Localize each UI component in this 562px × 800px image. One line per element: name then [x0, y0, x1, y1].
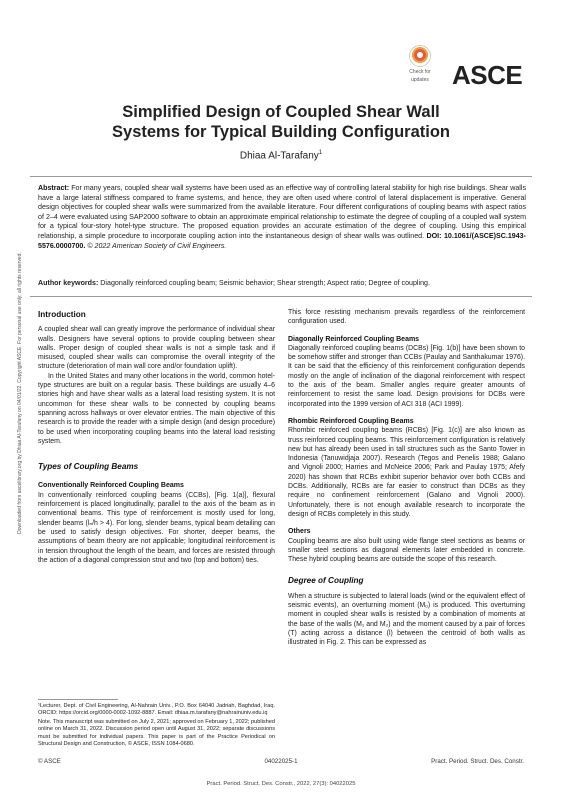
badge-text-line1: Check for — [409, 69, 431, 75]
ccb-heading: Conventionally Reinforced Coupling Beams — [38, 482, 184, 490]
dcb-paragraph: Diagonally reinforced coupling beams (DCBs) [Fig. 1(b)] have been shown to be somehow stiffer and stronger than CCBs (Paulay and Santhakumar 1976). It can be said that the efficiency of this reinforcement configuration depends mostly on the angle of inclination of the diagonal reinforcement with respect to the axis of the beam. Smaller angles require greater amounts of reinforcement to resist the same load. Design provisions for DCBs were incorporated into the 1999 version of ACI 318 (ACI 1999). — [288, 344, 525, 408]
badge-text-line2: updates — [411, 77, 429, 83]
footer-journal: Pract. Period. Struct. Des. Constr. — [431, 758, 524, 765]
others-heading: Others — [288, 528, 311, 536]
keywords-text: Diagonally reinforced coupling beam; Seismic behavior; Shear strength; Aspect ratio; Degree of coupling. — [100, 279, 430, 287]
types-heading: Types of Coupling Beams — [38, 462, 139, 472]
intro-paragraph-1: A coupled shear wall can greatly improve the performance of individual shear walls. Designers have several options to provide coupling between shear walls. Proper design of coupled shear walls is not a simple task and if misused, coupled shear walls can compromise the overall integrity of the structure (deterioration of main wall core and/or foundation uplift). — [38, 326, 275, 371]
right-column — [288, 308, 525, 648]
ccb-paragraph: In conventionally reinforced coupling beams (CCBs), [Fig. 1(a)], flexural reinforcement is placed longitudinally, parallel to the axis of the beam as in conventional beams. This type of reinforcement is mostly used for long, slender beams (lₙ/h > 4). For long, slender beams, typical beam detailing can be used to satisfy design objectives. For shorter, deeper beams, the assumptions of beam theory are not applicable; longitudinal reinforcement is in tension throughout the length of the beam, and forces are resisted through the action of a diagonal compression strut and two (top and bottom) ties. — [38, 491, 275, 564]
author-keywords — [38, 279, 526, 289]
divider-top — [30, 176, 532, 177]
dcb-heading: Diagonally Reinforced Coupling Beams — [288, 335, 420, 343]
footnote-submission: Note. This manuscript was submitted on July 2, 2021; approved on February 1, 2022; published online on March 31, 2022. Discussion period open until August 31, 2022; separate discussions must be submitted for individual papers. This paper is part of the Practice Periodical on Structural Design and Construction, © ASCE, ISSN 1084-0680. — [38, 718, 275, 748]
left-column — [38, 310, 275, 565]
publisher-logo: ASCE — [452, 60, 523, 90]
abstract — [38, 184, 526, 251]
keywords-label: Author keywords: — [38, 279, 99, 287]
abstract-copyright: © 2022 American Society of Civil Engineers. — [87, 241, 227, 250]
citation-line: Pract. Period. Struct. Des. Constr., 2022, 27(3): 04022025 — [206, 781, 356, 787]
author-line — [40, 150, 522, 161]
rcb-heading: Rhombic Reinforced Coupling Beams — [288, 417, 414, 425]
divider-abstract — [30, 296, 532, 297]
degree-of-coupling-paragraph: When a structure is subjected to lateral loads (wind or the equivalent effect of seismic events), an overturning moment (Mₒ) is produced. This overturning moment in coupled shear walls is resisted by a combination of moments at the base of the walls (M₁ and M₂) and the moment caused by a pair of forces (T) acting across a distance (l) between the centroid of both walls as illustrated in Fig. 2. This can be expressed as — [288, 592, 525, 647]
footnotes — [38, 703, 275, 749]
author-name: Dhiaa Al-Tarafany — [239, 150, 319, 162]
check-for-updates-badge[interactable] — [402, 45, 438, 95]
check-updates-icon — [409, 45, 431, 67]
abstract-label: Abstract: — [38, 184, 70, 192]
right-paragraph-0: This force resisting mechanism prevails regardless of the reinforcement configuration used. — [288, 309, 525, 326]
others-paragraph: Coupling beams are also built using wide flange steel sections as beams or smaller steel sections as diagonal elements later embedded in concrete. These hybrid coupling beams are outside the scope of this research. — [288, 537, 525, 564]
footnote-affiliation: ¹Lecturer, Dept. of Civil Engineering, Al-Nahrain Univ., P.O. Box 64040 Jadriah, Baghdad, Iraq. ORCID: https://orcid.org/0000-0002-1092-8887. Email: dhiaa.m.tarafany@nahrainuniv.edu.iq — [38, 703, 275, 717]
download-notice: Downloaded from ascelibrary.org by Dhiaa Al-Tarafany on 04/01/22. Copyright ASCE. For personal use only; all rights reserved. — [17, 252, 23, 534]
paper-title — [40, 102, 522, 142]
abstract-doi[interactable]: DOI: 10.1061/(ASCE)SC.1943-5576.0000700. — [38, 231, 526, 250]
author-affiliation-mark: 1 — [318, 150, 323, 156]
footer-copyright: © ASCE — [38, 758, 61, 765]
intro-heading: Introduction — [38, 310, 86, 319]
abstract-text: For many years, coupled shear wall systems have been used as an effective way of controlling lateral stability for high rise buildings. Shear walls have a large lateral stiffness compared to frame systems, and hence, they are often used where control of lateral displacement is imperative. General design objectives for coupled shear walls were summarized from the available literature. Four different configurations of coupling beams with aspect ratios of 2–4 were evaluated using SAP2000 software to obtain an approximate empirical relationship to estimate the degree of coupling of a coupled wall system for a typical four-story hotel-type structure. The proposed equation provides an accurate estimation of the degree of coupling. Using this empirical relationship, a simple procedure to incorporate coupling action into the instantaneous design of shear walls was outlined. — [38, 184, 526, 240]
title-line1: Simplified Design of Coupled Shear Wall — [122, 103, 440, 121]
intro-paragraph-2: In the United States and many other locations in the world, common hotel-type structures are built on a regular basis. These buildings are usually 4–6 stories high and have shear walls as a lateral load resisting system. It is not uncommon for these shear walls to be connected by coupling beams spanning across hallways or over elevator entries. The main objective of this research is to provide the reader with a simple design (and design procedure) to be used when incorporating coupling beams into the lateral load resisting system. — [38, 372, 275, 445]
title-line2: Systems for Typical Building Configuration — [112, 123, 450, 141]
degree-of-coupling-heading: Degree of Coupling — [288, 576, 364, 586]
rcb-paragraph: Rhombic reinforced coupling beams (RCBs) [Fig. 1(c)] are also known as truss reinforced coupling beams. This reinforcement configuration is relatively new but has already been used in tall structures such as the Santo Tower in Indonesia (Tanuwidjaja 2007). Research (Tegos and Penelis 1988; Galano and Vignoli 2000; Harries and McNeice 2006; Park and Paulay 1975; Afefy 2020) has shown that RCBs exhibit superior behavior over both CCBs and DCBs. Additionally, RCBs are far easier to construct than DCBs as they require no confinement reinforcement (Galano and Vignoli 2000). Unfortunately, there is not enough available research to incorporate the design of RCBs completely in this study. — [288, 427, 525, 518]
footer-page-id: 04022025-1 — [264, 758, 298, 765]
footnote-divider — [38, 699, 118, 700]
